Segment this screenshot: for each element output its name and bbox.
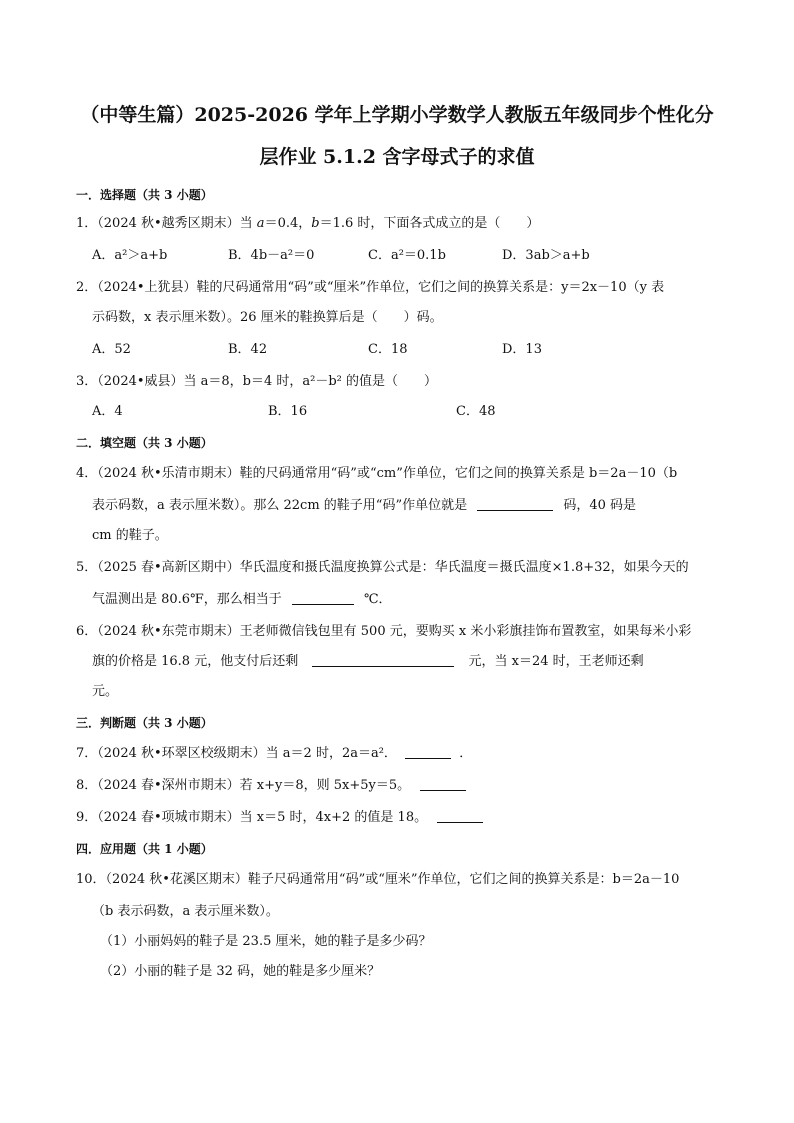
question-6-line-2: [92, 652, 752, 672]
q1-option-b[interactable]: B．4b－a²＝0: [228, 248, 315, 263]
question-7: [76, 744, 736, 764]
q4-blank-1[interactable]: [477, 496, 553, 511]
q7-blank[interactable]: [405, 744, 451, 759]
q6-text-a: 旗的价格是 16.8 元，他支付后还剩: [92, 654, 299, 669]
question-8: [76, 776, 736, 796]
q5-blank[interactable]: [292, 590, 354, 605]
q1-var-a: a: [256, 216, 265, 231]
q4-text-a: 表示码数，a 表示厘米数）。那么 22cm 的鞋子用“码”作单位就是: [92, 498, 468, 513]
q3-option-b[interactable]: B．16: [268, 404, 308, 419]
q2-option-b[interactable]: B．42: [228, 342, 268, 357]
question-10-line-1: 10．（2024 秋•花溪区期末）鞋子尺码通常用“码”或“厘米”作单位，它们之间的换算关系是：b＝2a－10: [76, 872, 680, 887]
question-9: [76, 808, 736, 828]
q8-blank[interactable]: [420, 776, 466, 791]
q5-text-b: ℃．: [363, 592, 392, 607]
q3-option-a[interactable]: A．4: [92, 404, 123, 419]
q2-option-c[interactable]: C．18: [368, 342, 408, 357]
question-1: [76, 214, 736, 234]
question-10-sub-1: （1）小丽妈妈的鞋子是 23.5 厘米，她的鞋子是多少码？: [100, 934, 432, 949]
question-4-line-1: 4．（2024 秋•乐清市期末）鞋的尺码通常用“码”或“cm”作单位，它们之间的换算关系是 b＝2a－10（b: [76, 466, 678, 481]
q2-option-d[interactable]: D．13: [502, 342, 542, 357]
question-2-line-2: 示码数，x 表示厘米数）。26 厘米的鞋换算后是（ ）码。: [92, 310, 443, 325]
question-5-line-1: 5．（2025 春•高新区期中）华氏温度和摄氏温度换算公式是：华氏温度＝摄氏温度×1.8+32，如果今天的: [76, 560, 689, 575]
question-10-line-2: （b 表示码数，a 表示厘米数）。: [92, 904, 279, 919]
q1-option-a[interactable]: A．a²＞a+b: [92, 248, 168, 263]
question-2-line-1: 2．（2024•上犹县）鞋的尺码通常用“码”或“厘米”作单位，它们之间的换算关系是：y＝2x－10（y 表: [76, 280, 665, 295]
question-3: 3．（2024•威县）当 a＝8，b＝4 时，a²－b² 的值是（ ）: [76, 374, 438, 389]
q7-end: ．: [459, 746, 473, 761]
q7-text: 7．（2024 秋•环翠区校级期末）当 a＝2 时，2a＝a²．: [76, 746, 397, 761]
question-4-line-2: [92, 496, 752, 516]
q1-option-c[interactable]: C．a²＝0.1b: [368, 248, 446, 263]
question-5-line-2: [92, 590, 752, 610]
page-title-line-1: （中等生篇）2025-2026 学年上学期小学数学人教版五年级同步个性化分: [80, 104, 714, 126]
question-10-sub-2: （2）小丽的鞋子是 32 码，她的鞋是多少厘米？: [100, 964, 381, 979]
question-4-line-3: cm 的鞋子。: [92, 528, 168, 543]
q8-text: 8．（2024 春•深州市期末）若 x+y＝8，则 5x+5y＝5。: [76, 778, 411, 793]
q1-var-b: b: [311, 216, 320, 231]
q6-blank-1[interactable]: [312, 652, 454, 667]
q1-text-c: ＝1.6 时，下面各式成立的是（ ）: [319, 216, 540, 231]
question-6-line-3: 元。: [92, 684, 119, 699]
q6-text-b: 元，当 x＝24 时，王老师还剩: [468, 654, 644, 669]
q1-option-d[interactable]: D．3ab＞a+b: [502, 248, 590, 263]
q9-blank[interactable]: [437, 808, 483, 823]
page-title-line-2: 层作业 5.1.2 含字母式子的求值: [259, 146, 535, 168]
q5-text-a: 气温测出是 80.6℉，那么相当于: [92, 592, 282, 607]
q2-option-a[interactable]: A．52: [92, 342, 131, 357]
section-heading-fill: 二．填空题（共 3 小题）: [76, 436, 213, 450]
section-heading-choice: 一．选择题（共 3 小题）: [76, 188, 213, 202]
q1-text-a: 1．（2024 秋•越秀区期末）当: [76, 216, 257, 231]
question-6-line-1: 6．（2024 秋•东莞市期末）王老师微信钱包里有 500 元，要购买 x 米小彩旗挂饰布置教室，如果每米小彩: [76, 624, 692, 639]
q1-text-b: ＝0.4，: [264, 216, 312, 231]
q4-text-b: 码，40 码是: [563, 498, 637, 513]
q3-option-c[interactable]: C．48: [456, 404, 496, 419]
section-heading-application: 四．应用题（共 1 小题）: [76, 842, 213, 856]
section-heading-judge: 三．判断题（共 3 小题）: [76, 716, 213, 730]
q9-text: 9．（2024 春•项城市期末）当 x＝5 时，4x+2 的值是 18。: [76, 810, 428, 825]
